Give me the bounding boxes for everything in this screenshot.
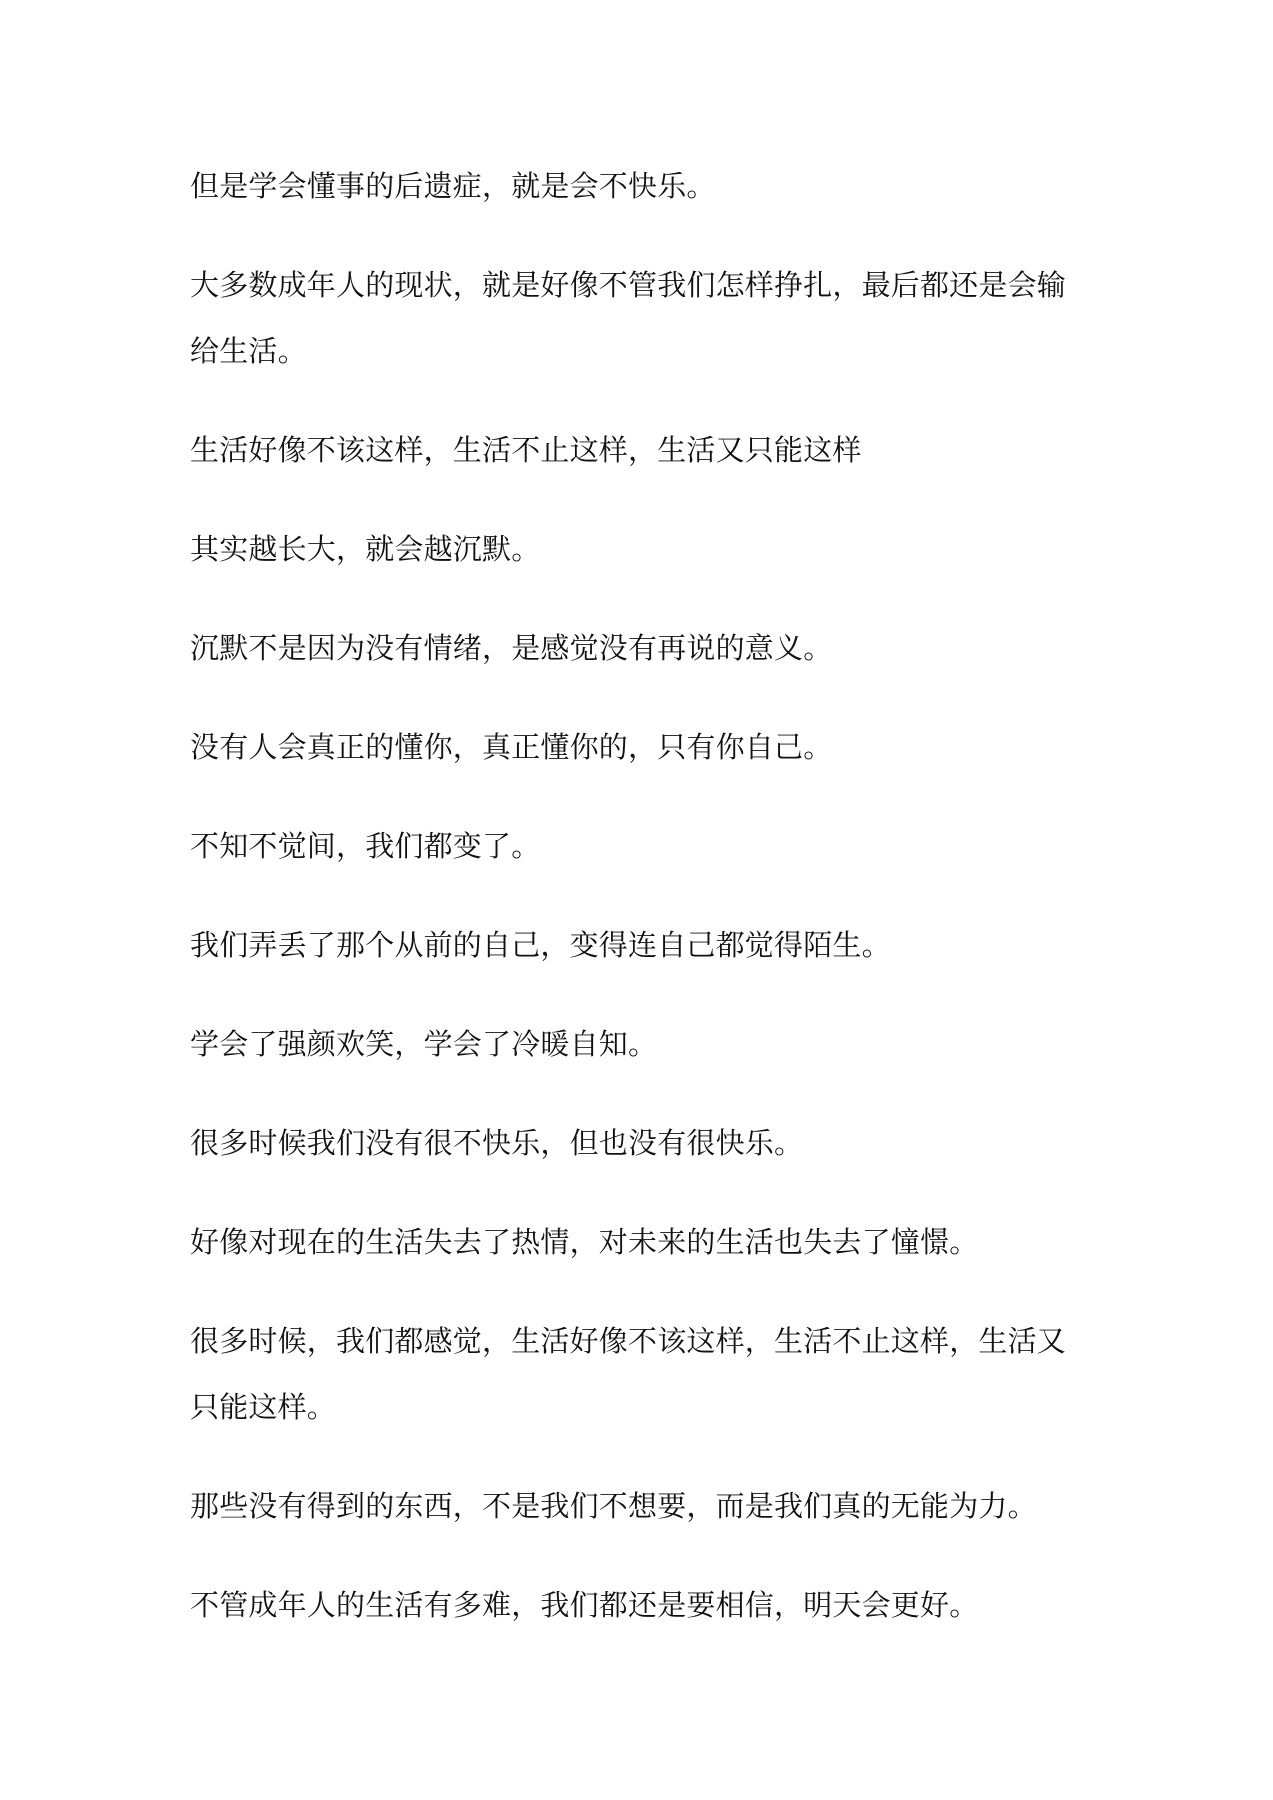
paragraph-11 (190, 1209, 1090, 1275)
paragraph-line: 只能这样。 (190, 1390, 337, 1424)
paragraph-line: 大多数成年人的现状，就是好像不管我们怎样挣扎，最后都还是会输 (190, 268, 1067, 302)
paragraph-line: 那些没有得到的东西，不是我们不想要，而是我们真的无能为力。 (190, 1489, 1037, 1523)
paragraph-line: 没有人会真正的懂你，真正懂你的，只有你自己。 (190, 730, 833, 764)
document-body (190, 153, 1090, 1638)
paragraph-4 (190, 516, 1090, 582)
paragraph-line: 很多时候我们没有很不快乐，但也没有很快乐。 (190, 1126, 804, 1160)
paragraph-10 (190, 1110, 1090, 1176)
paragraph-12 (190, 1308, 1090, 1440)
paragraph-8 (190, 912, 1090, 978)
paragraph-7 (190, 813, 1090, 879)
paragraph-13 (190, 1473, 1090, 1539)
paragraph-6 (190, 714, 1090, 780)
paragraph-line: 生活好像不该这样，生活不止这样，生活又只能这样 (190, 433, 862, 467)
paragraph-line: 好像对现在的生活失去了热情，对未来的生活也失去了憧憬。 (190, 1225, 979, 1259)
paragraph-line: 沉默不是因为没有情绪，是感觉没有再说的意义。 (190, 631, 833, 665)
paragraph-14 (190, 1572, 1090, 1638)
paragraph-line: 很多时候，我们都感觉，生活好像不该这样，生活不止这样，生活又 (190, 1324, 1067, 1358)
paragraph-line: 给生活。 (190, 334, 307, 368)
paragraph-1 (190, 153, 1090, 219)
paragraph-3 (190, 417, 1090, 483)
paragraph-line: 不知不觉间，我们都变了。 (190, 829, 541, 863)
paragraph-2 (190, 252, 1090, 384)
paragraph-5 (190, 615, 1090, 681)
paragraph-line: 不管成年人的生活有多难，我们都还是要相信，明天会更好。 (190, 1588, 979, 1622)
paragraph-line: 学会了强颜欢笑，学会了冷暖自知。 (190, 1027, 658, 1061)
paragraph-line: 其实越长大，就会越沉默。 (190, 532, 541, 566)
paragraph-line: 但是学会懂事的后遗症，就是会不快乐。 (190, 169, 716, 203)
paragraph-9 (190, 1011, 1090, 1077)
paragraph-line: 我们弄丢了那个从前的自己，变得连自己都觉得陌生。 (190, 928, 891, 962)
